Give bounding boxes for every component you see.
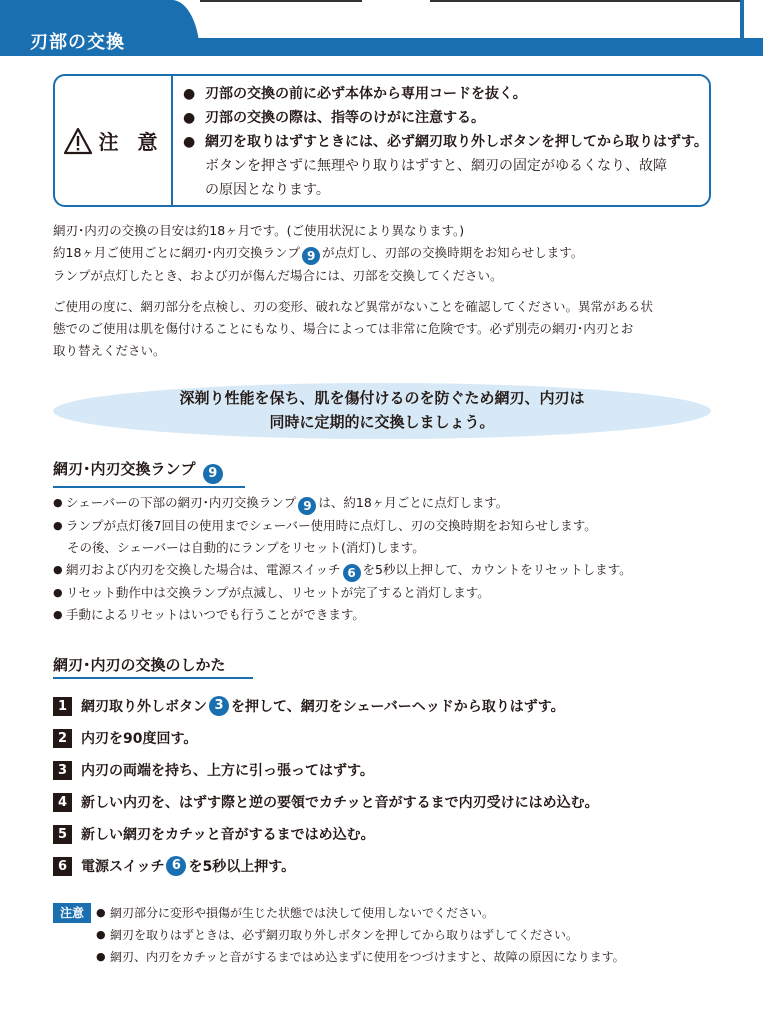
banner-line: 深剃り性能を保ち、肌を傷付けるのを防ぐため網刃、内刃は	[179, 389, 585, 407]
step-5	[53, 818, 599, 850]
bullet-item	[53, 492, 632, 515]
caution-item: ● 網刃を取りはずすときには、必ず網刃取り外しボタンを押してから取りはずす。	[183, 130, 703, 154]
usage-paragraph	[53, 296, 653, 362]
step-text: を5秒以上押す。	[188, 859, 296, 875]
intro-line: 網刃･内刃の交換の目安は約18ヶ月です。(ご使用状況により異なります。)	[53, 223, 465, 238]
heading-underline	[53, 486, 245, 488]
banner-line: 同時に定期的に交換しましょう。	[269, 413, 495, 431]
step-text: 内刃を90度回す。	[81, 731, 198, 747]
step-number: 4	[53, 793, 72, 812]
usage-line: 態でのご使用は肌を傷付けることにもなり、場合によっては非常に危険です。必ず別売の網刃･内刃とお	[53, 321, 634, 336]
caution-item-continued: ボタンを押さずに無理やり取りはずすと、網刃の固定がゆるくなり、故障	[205, 158, 667, 174]
section-heading-text: 網刃･内刃交換ランプ	[53, 460, 196, 478]
bullet-continued: その後、シェーバーは自動的にランプをリセット(消灯)します。	[67, 540, 425, 555]
number-3-icon: 3	[209, 696, 229, 716]
bullet-item	[53, 559, 632, 582]
heading-underline	[53, 677, 253, 679]
intro-paragraph	[53, 220, 583, 287]
step-text: 内刃の両端を持ち、上方に引っ張ってはずす。	[81, 763, 374, 779]
number-6-icon: 6	[166, 856, 186, 876]
step-number: 3	[53, 761, 72, 780]
banner-text	[53, 386, 711, 434]
top-rule-left	[200, 0, 362, 2]
step-text: 電源スイッチ	[81, 859, 165, 875]
section-heading-lamp	[53, 458, 225, 484]
intro-text: が点灯し、刃部の交換時期をお知らせします。	[322, 245, 584, 260]
step-number: 2	[53, 729, 72, 748]
step-1	[53, 690, 599, 722]
caution-item: ● 刃部の交換の前に必ず本体から専用コードを抜く。	[183, 82, 703, 106]
intro-line: ランプが点灯したとき、および刃が傷んだ場合には、刃部を交換してください。	[53, 268, 503, 283]
step-text: 新しい網刃をカチッと音がするまではめ込む。	[81, 827, 375, 843]
number-9-icon: 9	[298, 497, 316, 515]
step-number: 5	[53, 825, 72, 844]
caution-item-continued: の原因となります。	[205, 182, 330, 198]
bullet-item: ● ランプが点灯後7回目の使用までシェーバー使用時に点灯し、刃の交換時期をお知らせします。	[53, 515, 632, 537]
top-rule-right	[430, 0, 740, 2]
bullet-item: ● リセット動作中は交換ランプが点滅し、リセットが完了すると消灯します。	[53, 582, 632, 604]
caution-list	[183, 82, 708, 202]
bullet-text: シェーバーの下部の網刃･内刃交換ランプ	[66, 495, 297, 510]
lamp-bullets	[53, 492, 632, 626]
step-number: 1	[53, 697, 72, 716]
number-9-icon: 9	[302, 247, 320, 265]
section-heading-text: 網刃･内刃の交換のしかた	[53, 656, 226, 674]
note-item: ● 網刃部分に変形や損傷が生じた状態では決して使用しないでください。	[96, 902, 625, 924]
step-text: 新しい内刃を、はずす際と逆の要領でカチッと音がするまで内刃受けにはめ込む。	[81, 795, 599, 811]
caution-box	[53, 74, 711, 207]
intro-text: 約18ヶ月ご使用ごとに網刃･内刃交換ランプ	[53, 245, 301, 260]
note-badge: 注意	[53, 903, 91, 923]
note-item: ● 網刃、内刃をカチッと音がするまではめ込まずに使用をつづけますと、故障の原因になります。	[96, 946, 625, 968]
bullet-text: 網刃および内刃を交換した場合は、電源スイッチ	[66, 562, 341, 577]
note-item: ● 網刃を取りはずときは、必ず網刃取り外しボタンを押してから取りはずしてください。	[96, 924, 625, 946]
section-heading-howto	[53, 654, 226, 675]
steps-list	[53, 690, 599, 882]
bullet-item: ● 手動によるリセットはいつでも行うことができます。	[53, 604, 632, 626]
number-9-icon: 9	[203, 464, 223, 484]
page-title: 刃部の交換	[30, 32, 125, 53]
usage-line: ご使用の度に、網刃部分を点検し、刃の変形、破れなど異常がないことを確認してください。異常がある状	[53, 299, 654, 314]
step-text: 網刃取り外しボタン	[81, 699, 207, 715]
header-edge	[740, 0, 744, 56]
usage-line: 取り替えください。	[53, 343, 166, 358]
caution-label-cell	[55, 76, 173, 205]
notes-list	[96, 902, 625, 968]
step-2	[53, 722, 599, 754]
step-number: 6	[53, 857, 72, 876]
intro-line	[53, 242, 583, 265]
step-3	[53, 754, 599, 786]
step-4	[53, 786, 599, 818]
number-6-icon: 6	[343, 564, 361, 582]
bullet-text: を5秒以上押して、カウントをリセットします。	[362, 562, 632, 577]
step-6	[53, 850, 599, 882]
bullet-text: は、約18ヶ月ごとに点灯します。	[318, 495, 509, 510]
warning-icon	[63, 127, 93, 155]
caution-item: ● 刃部の交換の際は、指等のけがに注意する。	[183, 106, 703, 130]
caution-label: 注 意	[98, 130, 164, 154]
step-text: を押して、網刃をシェーバーヘッドから取りはずす。	[231, 699, 565, 715]
